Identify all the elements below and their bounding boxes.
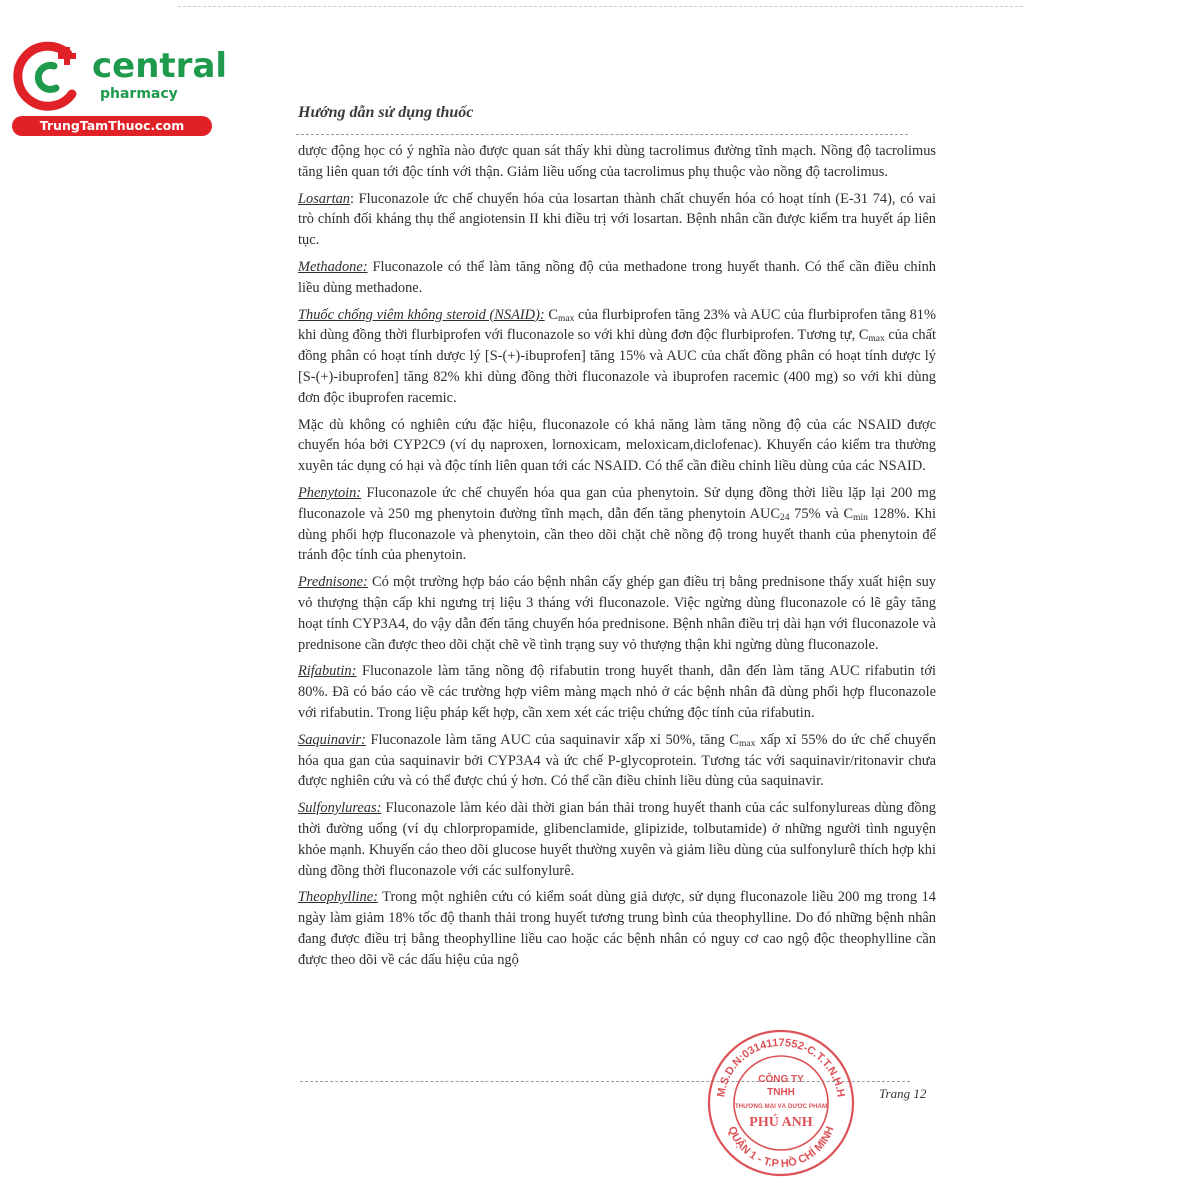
page-number: Trang 12 bbox=[879, 1086, 927, 1101]
paragraph-sulfonylureas bbox=[298, 798, 936, 881]
stamp-line-4: PHÚ ANH bbox=[749, 1115, 813, 1130]
paragraph-text: : Fluconazole ức chế chuyển hóa của losartan thành chất chuyển hóa có hoạt tính (E-31 74), có vai trò chính đối kháng thụ thể angiotensin II khi điều trị với losartan. Bệnh nhân cần được kiểm tra huyết áp liên tục. bbox=[298, 190, 936, 249]
paragraph-methadone bbox=[298, 257, 936, 299]
paragraph-text: 75% và C bbox=[789, 505, 854, 522]
stamp-line-2: TNHH bbox=[767, 1087, 795, 1098]
paragraph-text: dược động học có ý nghĩa nào được quan sát thấy khi dùng tacrolimus đường tĩnh mạch. Nồng độ tacrolimus tăng liên quan tới độc tính với thận. Giảm liều uống của tacrolimus phụ thuộc vào nồng độ tacrolimus. bbox=[298, 143, 936, 180]
drug-term: Thuốc chống viêm không steroid (NSAID): bbox=[298, 306, 545, 323]
paragraph-text: Trong một nghiên cứu có kiểm soát dùng giả dược, sử dụng fluconazole liều 200 mg trong 14 ngày làm giảm 18% tốc độ thanh thải trong huyết tương trung bình của theophylline. Do đó những bệnh nhân đang được điều trị bằng theophylline liều cao hoặc các bệnh nhân có nguy cơ cao ngộ độc theophylline cần được theo dõi về các dấu hiệu của ngộ bbox=[298, 889, 936, 968]
logo-sub-text: pharmacy bbox=[100, 86, 178, 102]
paragraph-tacrolimus-cont bbox=[298, 141, 936, 183]
paragraph-prednisone bbox=[298, 572, 936, 655]
paragraph-text: Fluconazole làm tăng AUC của saquinavir xấp xỉ 50%, tăng C bbox=[365, 731, 740, 748]
header-divider bbox=[296, 134, 908, 135]
paragraph-text: của flurbiprofen tăng 23% và AUC của flurbiprofen tăng 81% khi dùng đồng thời flurbiprofen với fluconazole so với khi dùng đơn độc flurbiprofen. Tương tự, C bbox=[298, 306, 936, 344]
subscript: max bbox=[868, 334, 885, 345]
drug-term: Theophylline: bbox=[298, 889, 378, 906]
paragraph-text: Mặc dù không có nghiên cứu đặc hiệu, fluconazole có khả năng làm tăng nồng độ của các NSAID được chuyển hóa bởi CYP2C9 (ví dụ naproxen, lornoxicam, meloxicam,diclofenac). Khuyến cáo kiểm tra thường xuyên tác dụng có hại và độc tính liên quan tới các NSAID. Có thể cần điều chỉnh liều dùng của các NSAID. bbox=[298, 416, 936, 475]
stamp-ring-top: M.S.D.N:0314117552-C.T.T.N.H.H bbox=[715, 1036, 847, 1098]
paragraph-text: của chất đồng phân có hoạt tính dược lý [S-(+)-ibuprofen] tăng 15% và AUC của chất đồng phân có hoạt tính dược lý [S-(+)-ibuprofen] tăng 82% khi dùng đồng thời fluconazole và ibuprofen racemic (400 mg) so với khi dùng đơn độc ibuprofen racemic. bbox=[298, 327, 936, 406]
brand-logo[interactable] bbox=[10, 36, 228, 136]
subscript: 24 bbox=[780, 512, 790, 523]
drug-term: Methadone: bbox=[298, 258, 368, 275]
page-header-title: Hướng dẫn sử dụng thuốc bbox=[298, 104, 474, 121]
paragraph-text: Có một trường hợp báo cáo bệnh nhân cấy ghép gan điều trị bằng prednisone thấy xuất hiện suy vỏ thượng thận cấp khi ngưng trị liệu 3 tháng với fluconazole. Việc ngừng dùng fluconazole có lẽ gây tăng hoạt tính CYP3A4, do vậy dẫn đến tăng chuyển hóa prednisone. Bệnh nhân điều trị dài hạn với fluconazole và prednisone cần được theo dõi chặt chẽ về tình trạng suy vỏ thượng thận khi ngừng dùng fluconazole. bbox=[298, 574, 936, 653]
paragraph-text: 128%. Khi dùng phối hợp fluconazole và phenytoin, cần theo dõi chặt chẽ nồng độ trong huyết thanh của phenytoin để tránh độc tính của phenytoin. bbox=[298, 505, 937, 564]
drug-term: Rifabutin: bbox=[298, 663, 357, 680]
drug-term: Phenytoin: bbox=[298, 484, 362, 501]
stamp-line-1: CÔNG TY bbox=[758, 1074, 804, 1085]
drug-term: Losartan bbox=[298, 190, 350, 207]
drug-term: Prednisone: bbox=[298, 574, 368, 591]
paragraph-theophylline bbox=[298, 887, 936, 970]
subscript: max bbox=[739, 738, 756, 749]
paragraph-saquinavir bbox=[298, 730, 936, 792]
paragraph-text: Fluconazole có thể làm tăng nồng độ của methadone trong huyết thanh. Có thể cần điều chỉnh liều dùng methadone. bbox=[298, 258, 936, 296]
stamp-ring-bottom: QUẬN 1 - T.P HỒ CHÍ MINH bbox=[725, 1124, 837, 1171]
paragraph-losartan bbox=[298, 189, 936, 251]
paragraph-text: C bbox=[544, 306, 558, 323]
paragraph-text: Fluconazole làm tăng nồng độ rifabutin trong huyết thanh, dẫn đến làm tăng AUC rifabutin tới 80%. Đã có báo cáo về các trường hợp viêm màng mạch nhỏ ở các bệnh nhân đã dùng phối hợp fluconazole với rifabutin. Trong liệu pháp kết hợp, cần xem xét các triệu chứng độc tính của rifabutin. bbox=[298, 663, 936, 721]
paragraph-phenytoin bbox=[298, 483, 936, 566]
document-body bbox=[298, 141, 936, 976]
paragraph-text: Fluconazole ức chế chuyển hóa qua gan của phenytoin. Sử dụng đồng thời liều lặp lại 200 mg fluconazole và 250 mg phenytoin đường tĩnh mạch, dẫn đến tăng phenytoin AUC bbox=[298, 484, 936, 522]
paragraph-text: Fluconazole làm kéo dài thời gian bán thải trong huyết thanh của các sulfonylureas dùng đồng thời đường uống (ví dụ chlorpropamide, glibenclamide, glipizide, tolbutamide) ở những người tình nguyện khỏe mạnh. Khuyến cáo theo dõi glucose huyết thường xuyên và giảm liều dùng của sulfonylurê thích hợp khi dùng đồng thời fluconazole với các sulfonylurê. bbox=[298, 800, 936, 879]
pharmacy-cross-icon bbox=[10, 38, 88, 114]
stamp-line-3: THƯƠNG MẠI VÀ DƯỢC PHẨM bbox=[734, 1103, 828, 1110]
paragraph-rifabutin bbox=[298, 661, 936, 723]
logo-site-bar: TrungTamThuoc.com bbox=[12, 116, 212, 136]
paragraph-text: xấp xỉ 55% do ức chế chuyển hóa qua gan của saquinavir bởi CYP3A4 và ức chế P-glycoprotein. Tương tác với saquinavir/ritonavir chưa được nghiên cứu và có thể được chú ý hơn. Có thể cần điều chỉnh liều dùng của saquinavir. bbox=[298, 731, 936, 790]
company-stamp bbox=[706, 1028, 856, 1178]
drug-term: Sulfonylureas: bbox=[298, 800, 382, 817]
paragraph-nsaid-general bbox=[298, 415, 936, 477]
subscript: min bbox=[853, 512, 868, 523]
paragraph-nsaid bbox=[298, 305, 936, 409]
drug-term: Saquinavir: bbox=[298, 731, 366, 748]
subscript: max bbox=[557, 313, 575, 324]
page-top-edge bbox=[178, 6, 1023, 9]
logo-brand-text: central bbox=[92, 46, 228, 86]
